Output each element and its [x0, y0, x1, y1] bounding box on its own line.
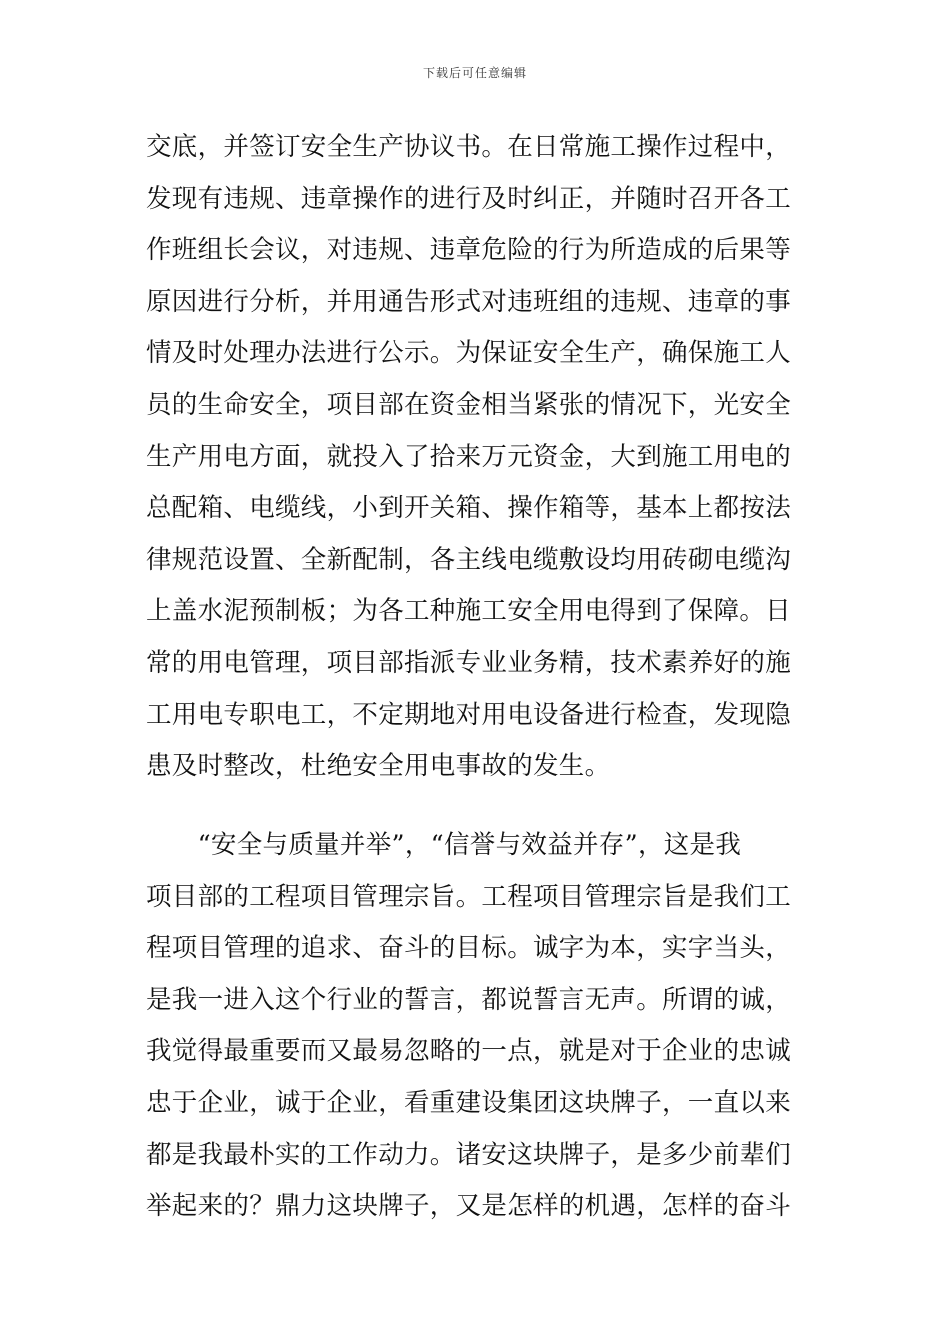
text-line: 发现有违规、违章操作的进行及时纠正，并随时召开各工 — [146, 183, 792, 214]
text-line: 我觉得最重要而又最易忽略的一点，就是对于企业的忠诚 — [146, 1036, 792, 1067]
text-line: 项目部的工程项目管理宗旨。工程项目管理宗旨是我们工 — [146, 881, 792, 912]
text-line: 交底，并签订安全生产协议书。在日常施工操作过程中， — [146, 132, 792, 162]
text-line: 生产用电方面，就投入了拾来万元资金，大到施工用电的 — [146, 441, 792, 472]
text-line: 是我一进入这个行业的誓言，都说誓言无声。所谓的诚， — [146, 984, 792, 1015]
page-header: 下载后可任意编辑 — [422, 66, 527, 80]
text-line: 患及时整改，杜绝安全用电事故的发生。 — [146, 751, 611, 782]
text-line: 员的生命安全，项目部在资金相当紧张的情况下，光安全 — [146, 389, 792, 420]
text-line: 都是我最朴实的工作动力。诸安这块牌子，是多少前辈们 — [146, 1139, 792, 1170]
text-line: 原因进行分析，并用通告形式对违班组的违规、违章的事 — [146, 286, 792, 317]
text-line: 总配箱、电缆线，小到开关箱、操作箱等，基本上都按法 — [146, 493, 792, 524]
paragraph-1 — [146, 122, 806, 793]
text-line: “安全与质量并举”，“信誉与效益并存”，这是我 — [146, 830, 742, 860]
text-line: 常的用电管理，项目部指派专业业务精，技术素养好的施 — [146, 647, 792, 678]
text-line: 举起来的？鼎力这块牌子，又是怎样的机遇，怎样的奋斗 — [146, 1191, 792, 1222]
text-line: 程项目管理的追求、奋斗的目标。诚字为本，实字当头， — [146, 933, 792, 964]
text-line: 忠于企业，诚于企业，看重建设集团这块牌子，一直以来 — [146, 1087, 792, 1118]
text-line: 情及时处理办法进行公示。为保证安全生产，确保施工人 — [146, 338, 792, 369]
text-line: 作班组长会议，对违规、违章危险的行为所造成的后果等 — [146, 235, 792, 266]
text-line: 律规范设置、全新配制，各主线电缆敷设均用砖砌电缆沟 — [146, 544, 792, 575]
text-line: 上盖水泥预制板；为各工种施工安全用电得到了保障。日 — [146, 596, 792, 627]
text-line: 工用电专职电工，不定期地对用电设备进行检查，发现隐 — [146, 699, 792, 730]
paragraph-2 — [146, 820, 806, 1233]
